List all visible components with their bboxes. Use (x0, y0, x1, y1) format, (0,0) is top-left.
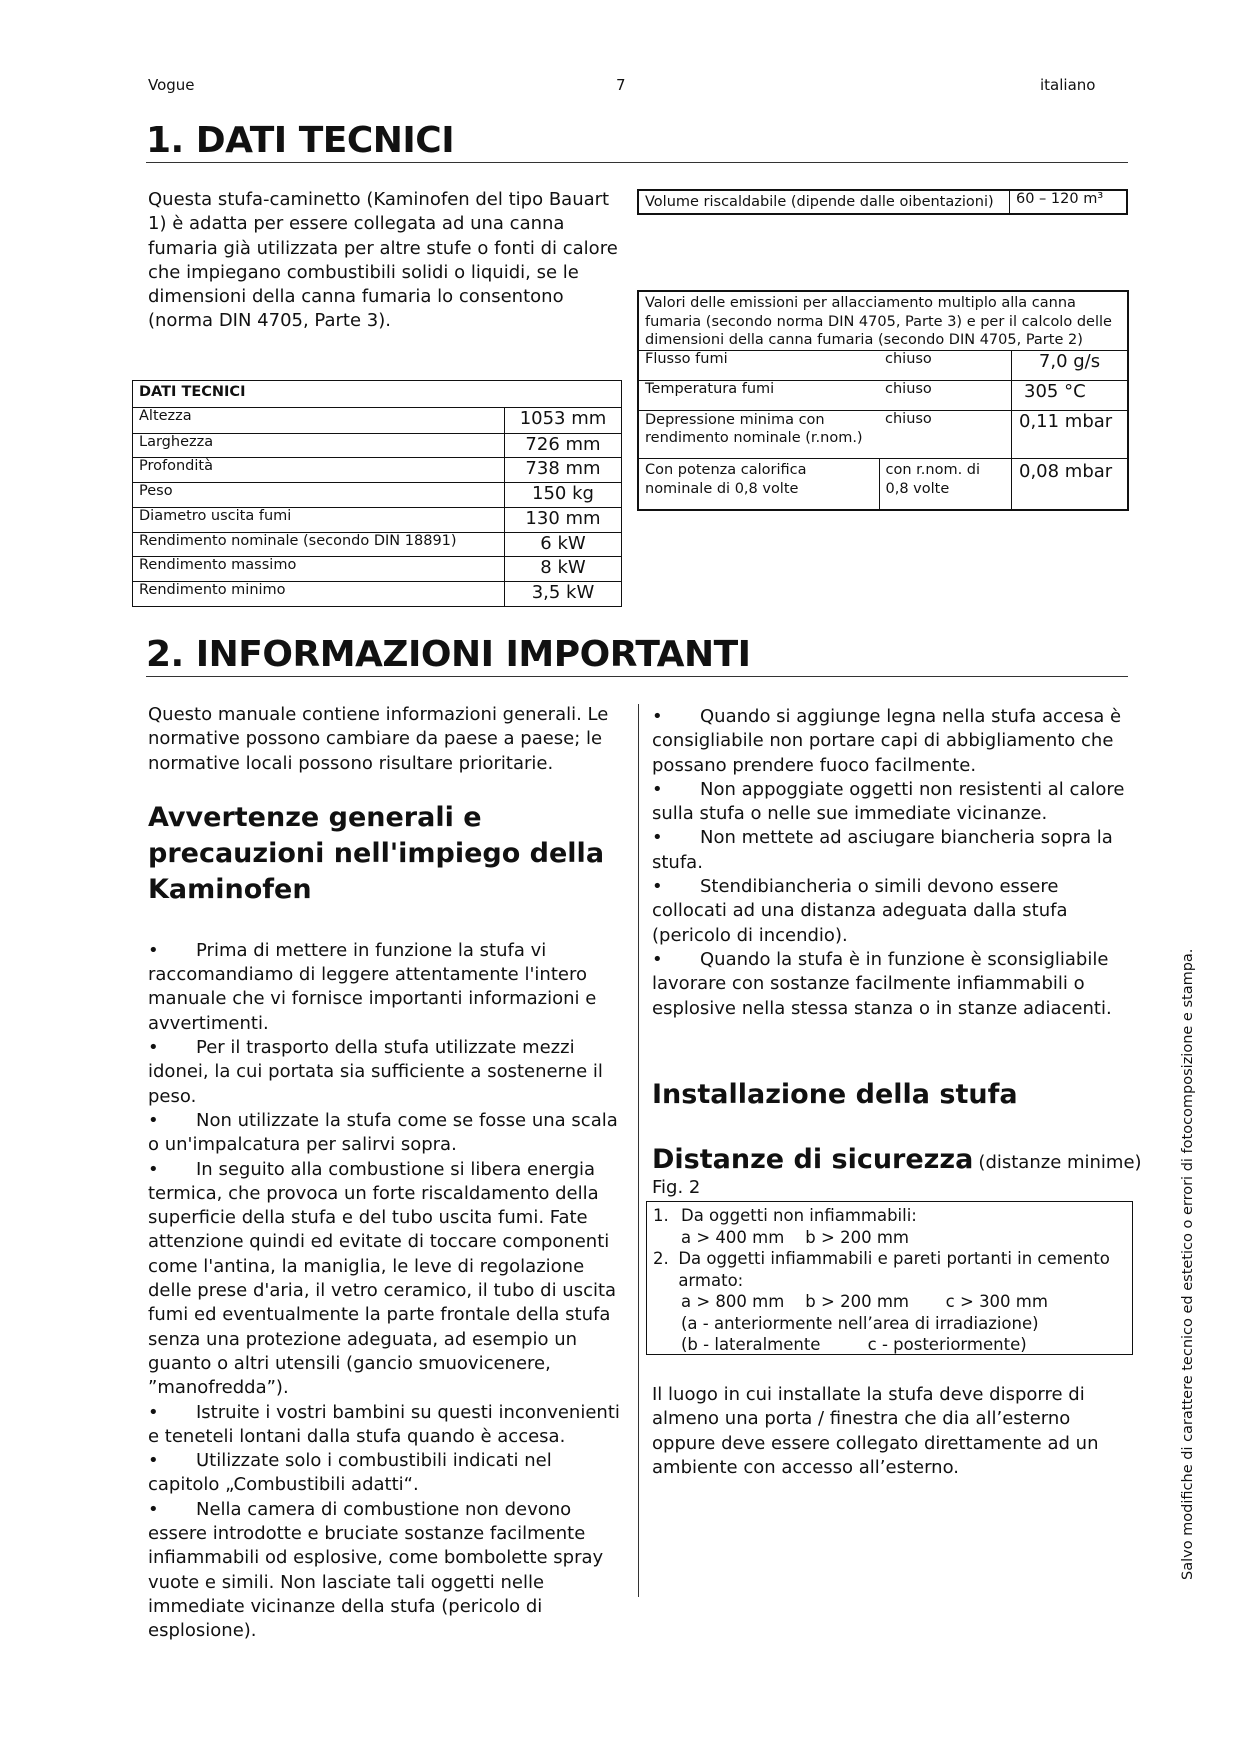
emission-row-condition: con r.nom. di 0,8 volte (879, 458, 1012, 510)
list-item: • In seguito alla combustione si libera energia termica, che provoca un forte riscaldamento della superficie della stufa e del tubo uscita fumi. Fate attenzione quindi ed evitate di toccare componenti come l'antina, la maniglia, le leve di regolazione delle prese d'aria, il vetro ceramico, il tubo di uscita fumi ed eventualmente la parte frontale della stufa senza una protezione adeguata, ad esempio un guanto o altri utensili (gancio smuovicenere, ”manofredda”). (148, 1158, 617, 1399)
safety-distance-box: 1. Da oggetti non infiammabili: a > 400 mm b > 200 mm 2. Da oggetti infiammabili e pareti portanti in cemento armato: a > 800 mm b > 200 mm c > 300 mm (a - anteriormente nell’area di irradiazione) (b - lateralmente c - posteriormente) (646, 1201, 1133, 1355)
tech-data-table (132, 380, 622, 607)
section-1-title: 1. DATI TECNICI (146, 120, 455, 161)
tech-row-label: Larghezza (133, 434, 505, 458)
distance-note: (distanze minime) (978, 1152, 1142, 1173)
list-number: 2. (653, 1249, 669, 1268)
emission-table (637, 290, 1129, 511)
bullet-icon: • (148, 1401, 159, 1423)
section-2-rule (146, 676, 1128, 677)
list-number: 1. (653, 1206, 669, 1225)
list-item: • Quando si aggiunge legna nella stufa accesa è consigliabile non portare capi di abbigliamento che possano prendere fuoco facilmente. (652, 706, 1122, 776)
list-item: • Non appoggiate oggetti non resistenti al calore sulla stufa o nelle sue immediate vicinanze. (652, 778, 1125, 825)
emission-row-condition: chiuso (879, 380, 1012, 410)
tech-row-value: 6 kW (505, 533, 622, 557)
header-doc-name: Vogue (148, 76, 195, 94)
tech-row-label: Peso (133, 483, 505, 508)
tech-row-label: Profondità (133, 458, 505, 483)
emission-row-label: Depressione minima con rendimento nominale (r.nom.) (638, 410, 879, 458)
list-item: • Istruite i vostri bambini su questi inconvenienti e teneteli lontani dalla stufa quando è accesa. (148, 1401, 620, 1447)
list-item: • Prima di mettere in funzione la stufa vi raccomandiamo di leggere attentamente l'intero manuale che vi fornisce importanti informazioni e avvertimenti. (148, 939, 597, 1034)
bullet-icon: • (148, 1109, 159, 1131)
emission-row-value: 0,11 mbar (1012, 410, 1129, 458)
tech-row-label: Rendimento nominale (secondo DIN 18891) (133, 533, 505, 557)
emission-row-label: Temperatura fumi (638, 380, 879, 410)
bullet-icon: • (652, 778, 663, 800)
emission-row-value: 7,0 g/s (1012, 350, 1129, 380)
section-2-intro: Questo manuale contiene informazioni generali. Le normative possono cambiare da paese a paese; le normative locali possono risultare prioritarie. (148, 704, 609, 774)
volume-label: Volume riscaldabile (dipende dalle oibentazioni) (638, 190, 1010, 214)
tech-row-label: Altezza (133, 408, 505, 434)
list-item: • Non mettete ad asciugare biancheria sopra la stufa. (652, 827, 1113, 873)
section-2-title: 2. INFORMAZIONI IMPORTANTI (146, 634, 751, 675)
list-item: • Nella camera di combustione non devono essere introdotte e bruciate sostanze facilmente infiammabili od esplosive, come bombolette spray vuote e simili. Non lasciate tali oggetti nelle immediate vicinanze della stufa (pericolo di esplosione). (148, 1498, 604, 1642)
emission-table-header: Valori delle emissioni per allacciamento multiplo alla canna fumaria (secondo norma DIN 4705, Parte 3) e per il calcolo delle dimensioni della canna fumaria (secondo DIN 4705, Parte 2) (638, 291, 1128, 350)
emission-row-label: Flusso fumi (638, 350, 879, 380)
left-column (148, 703, 626, 1644)
install-title: Installazione della stufa (652, 1079, 1018, 1110)
closing-paragraph: Il luogo in cui installate la stufa deve disporre di almeno una porta / finestra che dia all’esterno oppure deve essere collegato direttamente ad un ambiente con accesso all’esterno. (652, 1384, 1099, 1478)
bullet-icon: • (148, 939, 159, 961)
tech-row-label: Rendimento massimo (133, 557, 505, 582)
list-item: • Non utilizzate la stufa come se fosse una scala o un'impalcatura per salirvi sopra. (148, 1109, 618, 1156)
tech-row-value: 1053 mm (505, 408, 622, 434)
list-item: • Utilizzate solo i combustibili indicati nel capitolo „Combustibili adatti“. (148, 1450, 552, 1496)
volume-value: 60 – 120 m³ (1010, 190, 1128, 214)
bullet-icon: • (652, 827, 663, 849)
precautions-list (652, 705, 1128, 1021)
header-language: italiano (1040, 76, 1096, 94)
tech-row-label: Diametro uscita fumi (133, 508, 505, 533)
tech-row-value: 3,5 kW (505, 582, 622, 607)
emission-row-value: 305 °C (1012, 380, 1129, 410)
tech-row-value: 150 kg (505, 483, 622, 508)
warnings-list (148, 939, 626, 1644)
side-disclaimer: Salvo modifiche di carattere tecnico ed estetico o errori di fotocomposizione e stampa. (1180, 948, 1196, 1580)
section-1-rule (146, 162, 1128, 163)
emission-row-label: Con potenza calorifica nominale di 0,8 volte (638, 458, 879, 510)
emission-row-condition: chiuso (879, 350, 1012, 380)
right-column (652, 705, 1128, 1021)
distance-heading (652, 1142, 1142, 1178)
bullet-icon: • (148, 1158, 159, 1180)
bullet-icon: • (652, 948, 663, 970)
tech-row-value: 8 kW (505, 557, 622, 582)
figure-reference: Fig. 2 (652, 1177, 701, 1198)
tech-row-value: 726 mm (505, 434, 622, 458)
warnings-subtitle: Avvertenze generali e precauzioni nell'impiego della Kaminofen (148, 801, 605, 905)
tech-table-header: DATI TECNICI (133, 381, 622, 408)
bullet-icon: • (652, 706, 663, 727)
bullet-icon: • (148, 1037, 159, 1059)
bullet-icon: • (652, 876, 663, 898)
list-item: • Stendibiancheria o simili devono essere collocati ad una distanza adeguata dalla stufa (pericolo di incendio). (652, 876, 1068, 946)
tech-row-value: 130 mm (505, 508, 622, 533)
bullet-icon: • (148, 1450, 159, 1472)
emission-row-value: 0,08 mbar (1012, 458, 1129, 510)
emission-row-condition: chiuso (879, 410, 1012, 458)
list-item: • Per il trasporto della stufa utilizzate mezzi idonei, la cui portata sia sufficiente a sostenerne il peso. (148, 1037, 603, 1107)
bullet-icon: • (148, 1498, 159, 1520)
section-1-intro: Questa stufa-caminetto (Kaminofen del tipo Bauart 1) è adatta per essere collegata ad una canna fumaria già utilizzata per altre stufe o fonti di calore che impiegano combustibili solidi o liquidi, se le dimensioni della canna fumaria lo consentono (norma DIN 4705, Parte 3). (148, 189, 618, 332)
list-item: • Quando la stufa è in funzione è sconsigliabile lavorare con sostanze facilmente infiammabili o esplosive nella stessa stanza o in stanze adiacenti. (652, 948, 1112, 1019)
column-divider (638, 704, 639, 1597)
distance-title: Distanze di sicurezza (652, 1144, 974, 1175)
volume-table (637, 189, 1128, 215)
tech-row-label: Rendimento minimo (133, 582, 505, 607)
tech-row-value: 738 mm (505, 458, 622, 483)
header-page-number: 7 (616, 76, 626, 94)
